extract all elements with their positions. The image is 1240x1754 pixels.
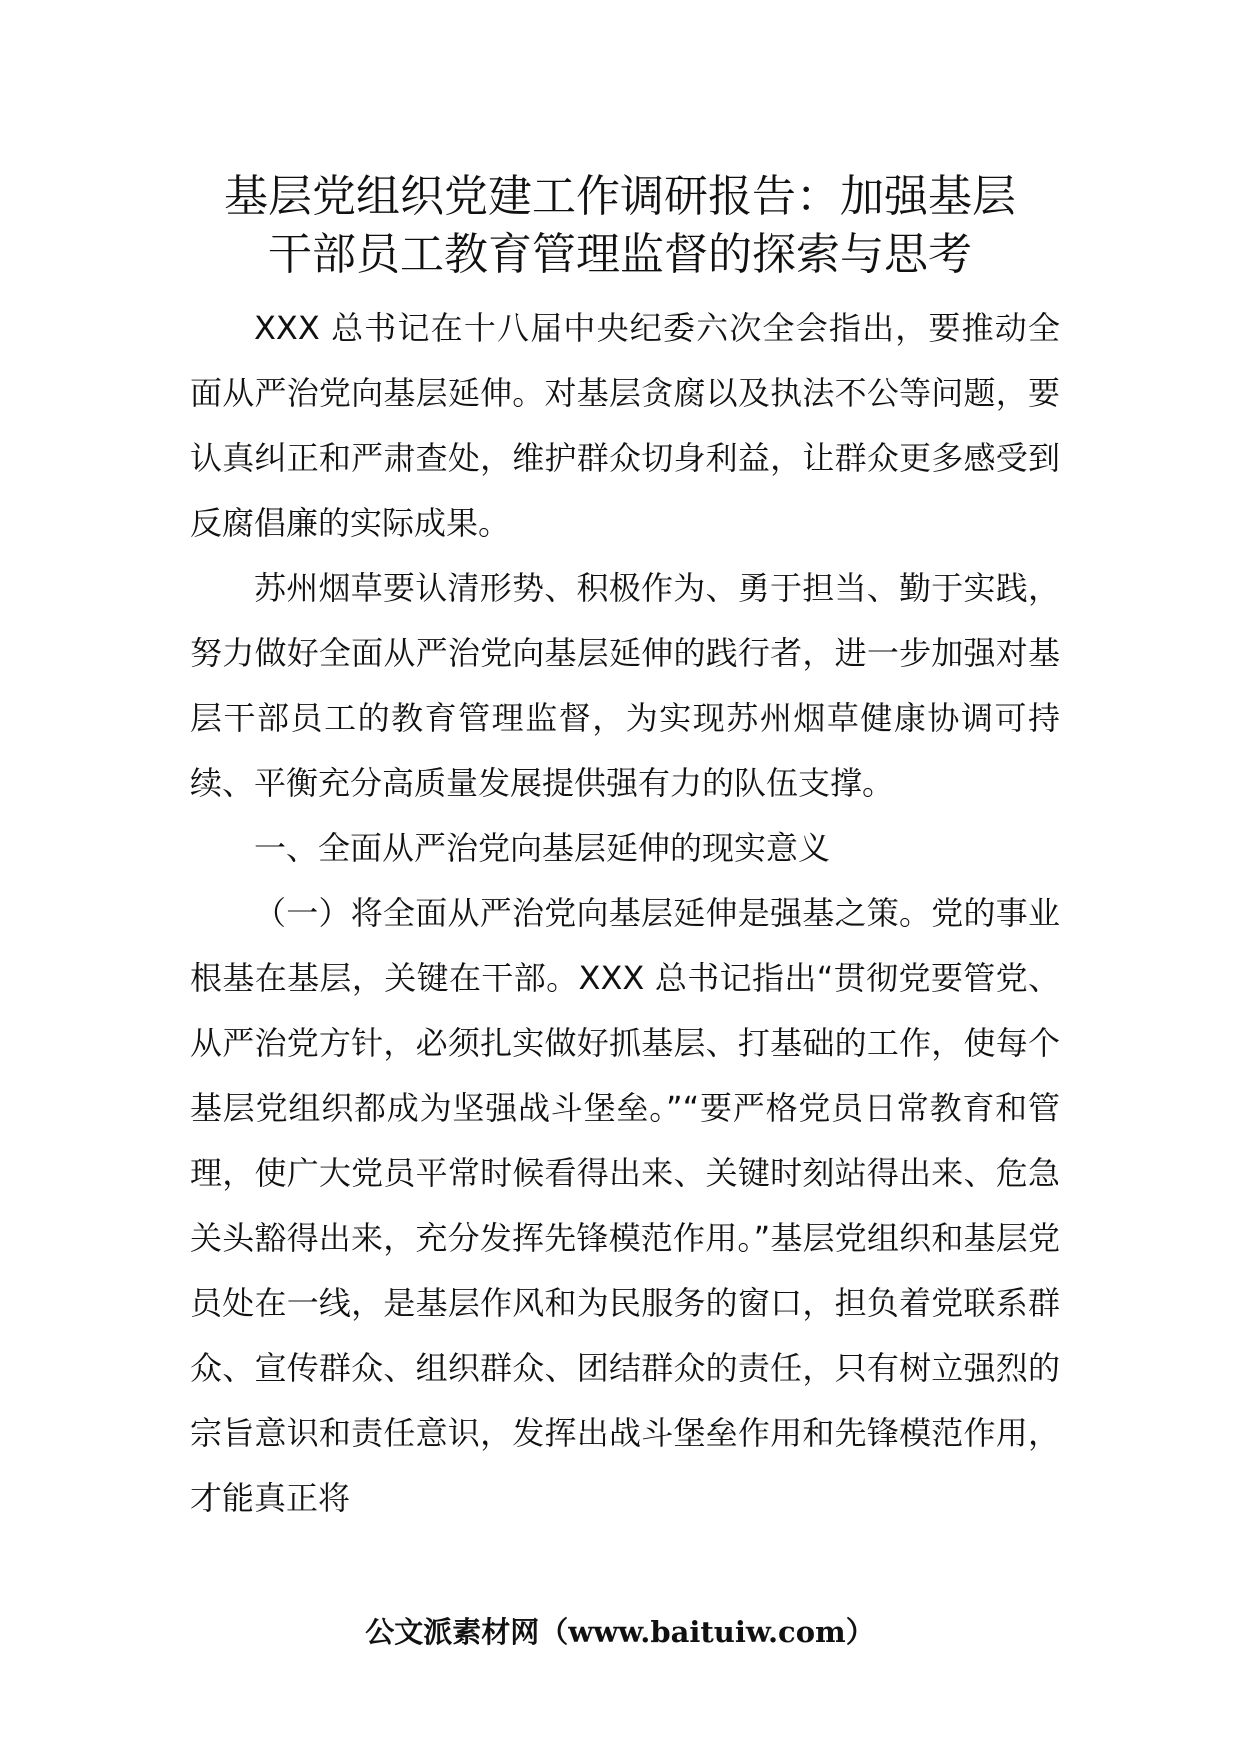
title-line-2: 干部员工教育管理监督的探索与思考 [268,229,972,280]
paragraph-subsection-1: （一）将全面从严治党向基层延伸是强基之策。党的事业根基在基层，关键在干部。XXX 总书记指出“贯彻党要管党、从严治党方针，必须扎实做好抓基层、打基础的工作，使每个基层党组织都成为坚强战斗堡垒。”“要严格党员日常教育和管理，使广大党员平常时候看得出来、关键时刻站得出来、危急关头豁得出来，充分发挥先锋模范作用。”基层党组织和基层党员处在一线，是基层作风和为民服务的窗口，担负着党联系群众、宣传群众、组织群众、团结群众的责任，只有树立强烈的宗旨意识和责任意识，发挥出战斗堡垒作用和先锋模范作用，才能真正将 [190,894,1060,1517]
section-heading-1: 一、全面从严治党向基层延伸的现实意义 [254,829,831,867]
paragraph-intro: XXX 总书记在十八届中央纪委六次全会指出，要推动全面从严治党向基层延伸。对基层贪腐以及执法不公等问题，要认真纠正和严肃查处，维护群众切身利益，让群众更多感受到反腐倡廉的实际成果。 [190,309,1060,542]
document-title [150,168,1090,284]
document-body [190,296,1060,1531]
footer-watermark: 公文派素材网（www.baituiw.com） [365,1615,875,1649]
paragraph-suzhou: 苏州烟草要认清形势、积极作为、勇于担当、勤于实践，努力做好全面从严治党向基层延伸的践行者，进一步加强对基层干部员工的教育管理监督，为实现苏州烟草健康协调可持续、平衡充分高质量发展提供强有力的队伍支撑。 [190,569,1060,802]
title-line-1: 基层党组织党建工作调研报告：加强基层 [224,171,1016,222]
